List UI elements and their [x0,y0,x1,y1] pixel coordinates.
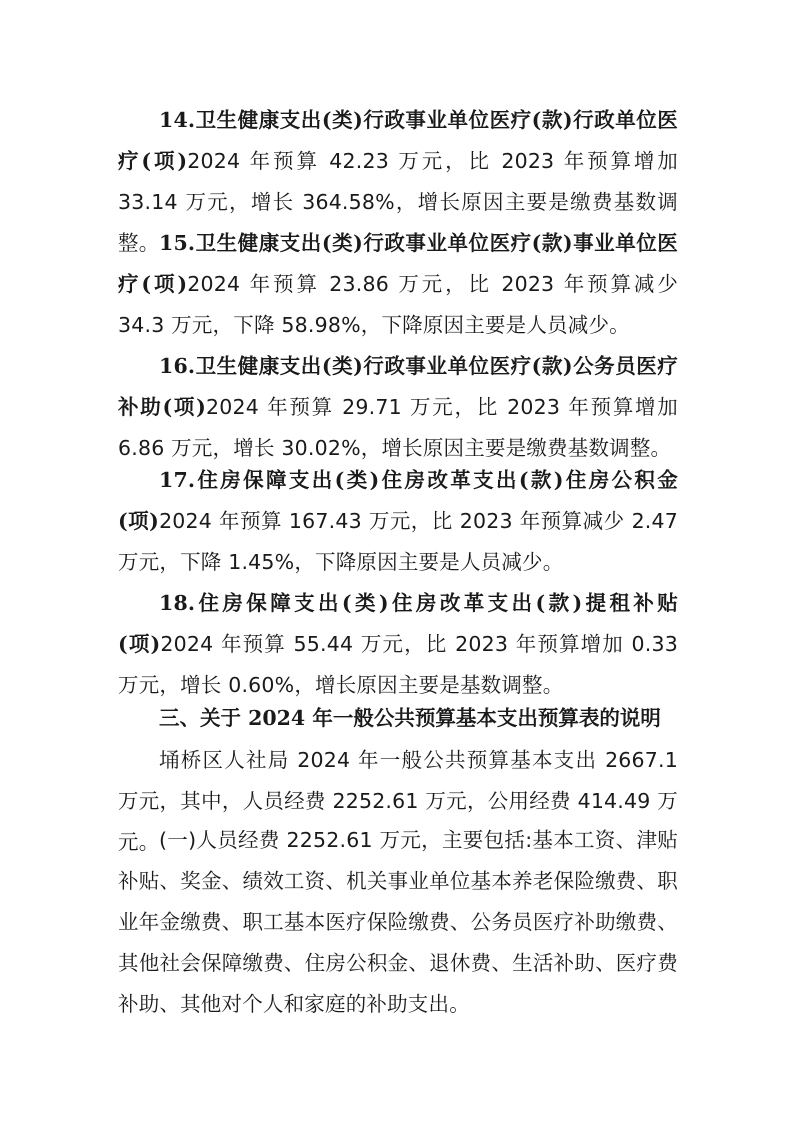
personnel-paragraph: (一)人员经费 2252.61 万元，主要包括:基本工资、津贴补贴、奖金、绩效工资、机关事业单位基本养老保险缴费、职业年金缴费、职工基本医疗保险缴费、公务员医疗补助缴费、其他社会保障缴费、住房公积金、退休费、生活补助、医疗费补助、其他对个人和家庭的补助支出。 [118,828,678,1016]
item-heading: 18.住房保障支出(类)住房改革支出(款)提租补贴(项) [118,591,678,656]
item-text: 2024 年预算 167.43 万元，比 2023 年预算减少 2.47 万元，下降 1.45%，下降原因主要是人员减少。 [118,509,679,574]
item-heading: 14.卫生健康支出(类)行政事业单位医疗(款)行政单位医疗(项) [118,108,678,173]
section-heading: 三、关于 2024 年一般公共预算基本支出预算表的说明 [159,706,661,730]
item-heading: 17.住房保障支出(类)住房改革支出(款)住房公积金(项) [118,468,678,533]
summary-paragraph: 埇桥区人社局 2024 年一般公共预算基本支出 2667.1 万元，其中，人员经费 2252.61 万元，公用经费 414.49 万元。 [118,748,678,854]
budget-item-17 [118,460,678,583]
budget-item-18 [118,583,678,706]
item-text: 2024 年预算 29.71 万元，比 2023 年预算增加 6.86 万元，增长 30.02%，增长原因主要是缴费基数调整。 [118,395,678,460]
item-text: 2024 年预算 23.86 万元，比 2023 年预算减少 34.3 万元，下降 58.98%，下降原因主要是人员减少。 [118,272,678,337]
budget-item-15 [118,223,678,346]
item-heading: 15.卫生健康支出(类)行政事业单位医疗(款)事业单位医疗(项) [118,231,678,296]
item-text: 2024 年预算 55.44 万元，比 2023 年预算增加 0.33 万元，增长 0.60%，增长原因主要是基数调整。 [118,632,678,697]
item-text: 2024 年预算 42.23 万元，比 2023 年预算增加 33.14 万元，增长 364.58%，增长原因主要是缴费基数调整。 [118,149,678,255]
budget-item-16 [118,346,678,469]
item-heading: 16.卫生健康支出(类)行政事业单位医疗(款)公务员医疗补助(项) [118,354,678,419]
